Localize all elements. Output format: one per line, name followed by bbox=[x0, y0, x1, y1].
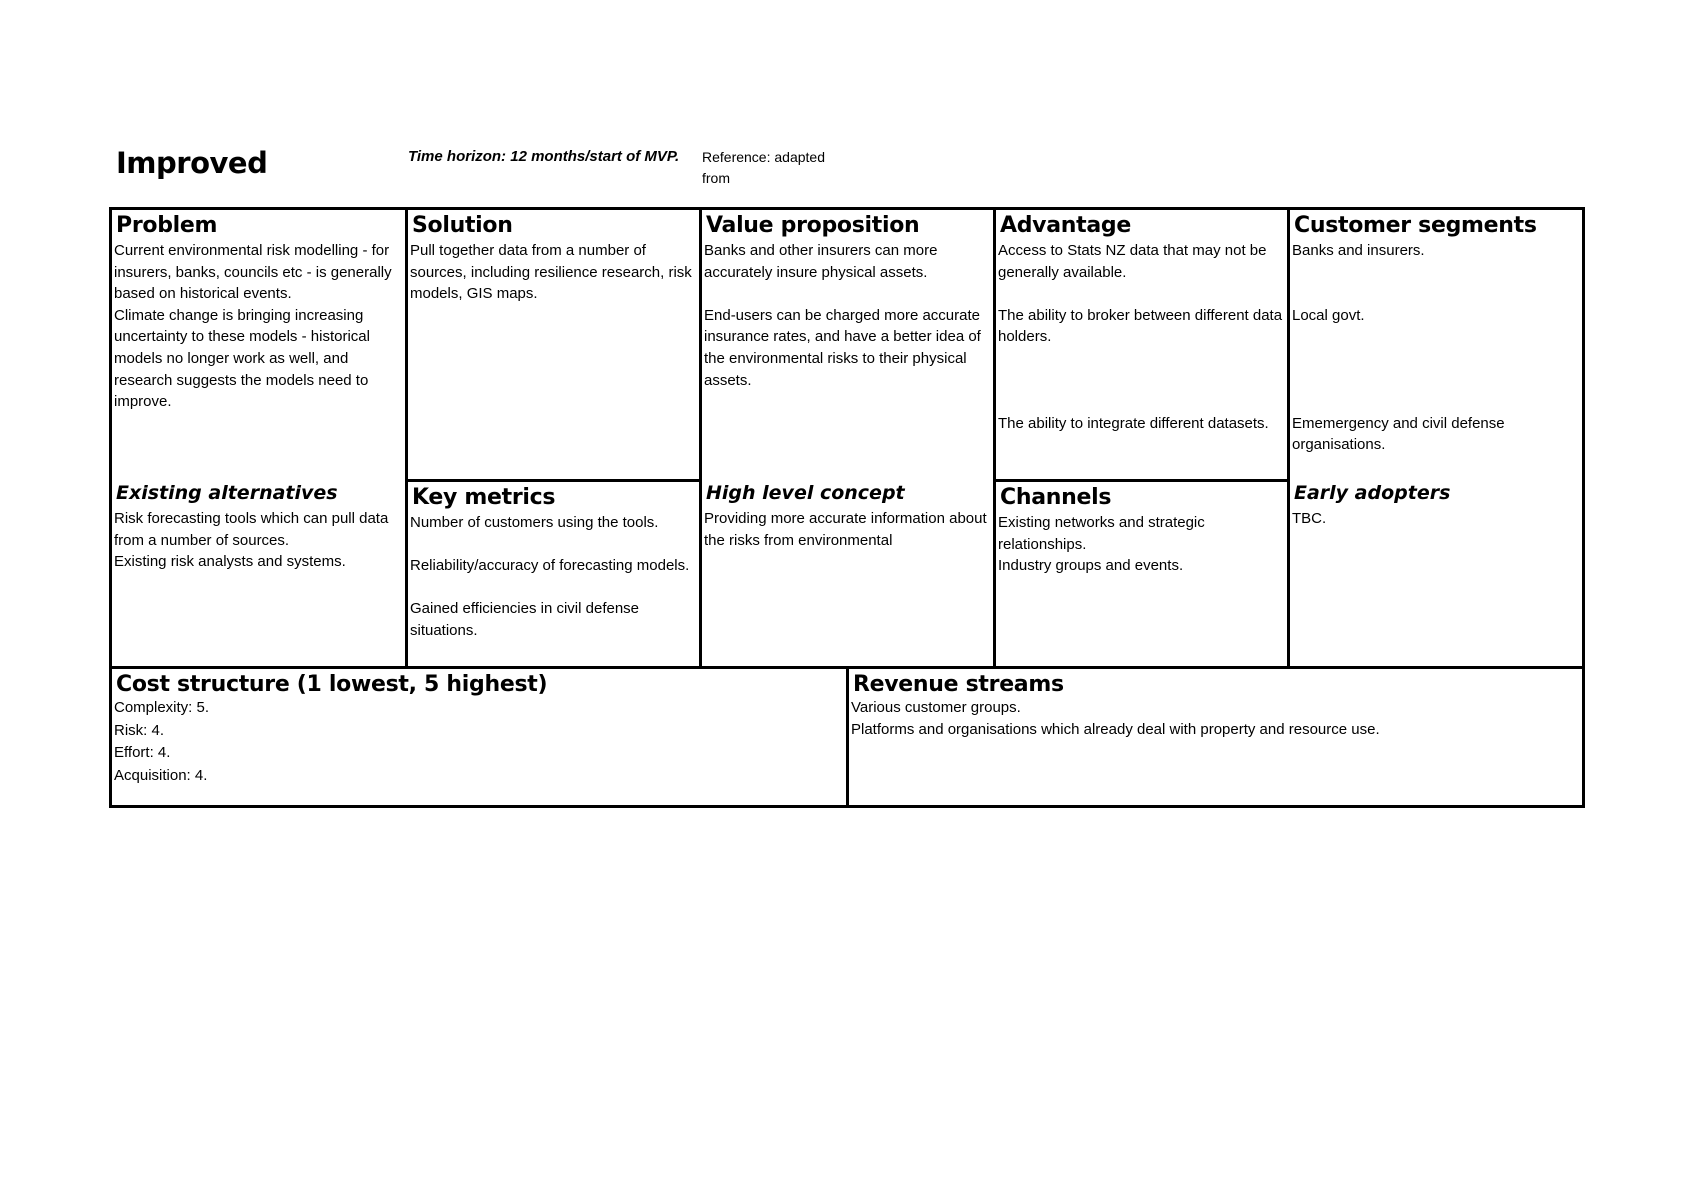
solution-text: Pull together data from a number of sources, including resilience research, risk models, GIS maps. bbox=[410, 242, 696, 303]
solution-heading: Solution bbox=[412, 213, 513, 238]
reference-label: Reference: adapted from bbox=[702, 149, 825, 186]
existing-alternatives-heading: Existing alternatives bbox=[116, 482, 338, 504]
key-metrics-heading: Key metrics bbox=[412, 485, 556, 510]
time-horizon-label: Time horizon: 12 months/start of MVP. bbox=[408, 148, 680, 165]
problem-heading: Problem bbox=[116, 213, 218, 238]
revenue-streams-heading: Revenue streams bbox=[853, 672, 1064, 697]
solution-cell bbox=[408, 210, 699, 479]
lean-canvas bbox=[109, 207, 1585, 808]
channels-text: Existing networks and strategic relationships. Industry groups and events. bbox=[998, 514, 1205, 575]
advantage-heading: Advantage bbox=[1000, 213, 1131, 238]
problem-cell bbox=[112, 210, 405, 479]
customer-segments-text: Banks and insurers. Local govt. Ememergency and civil defense organisations. bbox=[1292, 242, 1505, 454]
high-level-concept-heading: High level concept bbox=[706, 482, 905, 504]
cost-structure-heading: Cost structure (1 lowest, 5 highest) bbox=[116, 672, 548, 697]
revenue-streams-cell bbox=[849, 669, 1582, 808]
channels-heading: Channels bbox=[1000, 485, 1112, 510]
cost-structure-cell bbox=[112, 669, 846, 808]
key-metrics-cell bbox=[408, 482, 699, 666]
advantage-text: Access to Stats NZ data that may not be generally available. The ability to broker between different data holders. The ability to integrate different datasets. bbox=[998, 242, 1283, 432]
customer-segments-heading: Customer segments bbox=[1294, 213, 1537, 238]
early-adopters-cell bbox=[1290, 480, 1582, 666]
existing-alternatives-text: Risk forecasting tools which can pull data from a number of sources. Existing risk analysts and systems. bbox=[114, 510, 389, 571]
high-level-concept-cell bbox=[702, 480, 993, 666]
revenue-streams-text: Various customer groups. Platforms and organisations which already deal with property and resource use. bbox=[851, 699, 1380, 738]
cost-structure-text: Complexity: 5. Risk: 4. Effort: 4. Acquisition: 4. bbox=[114, 699, 210, 784]
advantage-cell bbox=[996, 210, 1287, 479]
value-proposition-heading: Value proposition bbox=[706, 213, 920, 238]
existing-alternatives-cell bbox=[112, 480, 405, 666]
high-level-concept-text: Providing more accurate information about the risks from environmental bbox=[704, 510, 991, 549]
customer-segments-cell bbox=[1290, 210, 1582, 479]
key-metrics-text: Number of customers using the tools. Reliability/accuracy of forecasting models. Gained efficiencies in civil defense situations. bbox=[410, 514, 690, 639]
early-adopters-heading: Early adopters bbox=[1294, 482, 1451, 504]
page-title: Improved bbox=[116, 146, 268, 180]
value-proposition-cell bbox=[702, 210, 993, 479]
channels-cell bbox=[996, 482, 1287, 666]
value-proposition-text: Banks and other insurers can more accurately insure physical assets. End-users can be charged more accurate insurance rates, and have a better idea of the environmental risks to their physical assets. bbox=[704, 242, 981, 389]
early-adopters-text: TBC. bbox=[1292, 510, 1327, 527]
problem-text: Current environmental risk modelling - for insurers, banks, councils etc - is generally based on historical events. Climate change is bringing increasing uncertainty to these models - historical models no longer work as well, and research suggests the models need to improve. bbox=[114, 242, 392, 411]
